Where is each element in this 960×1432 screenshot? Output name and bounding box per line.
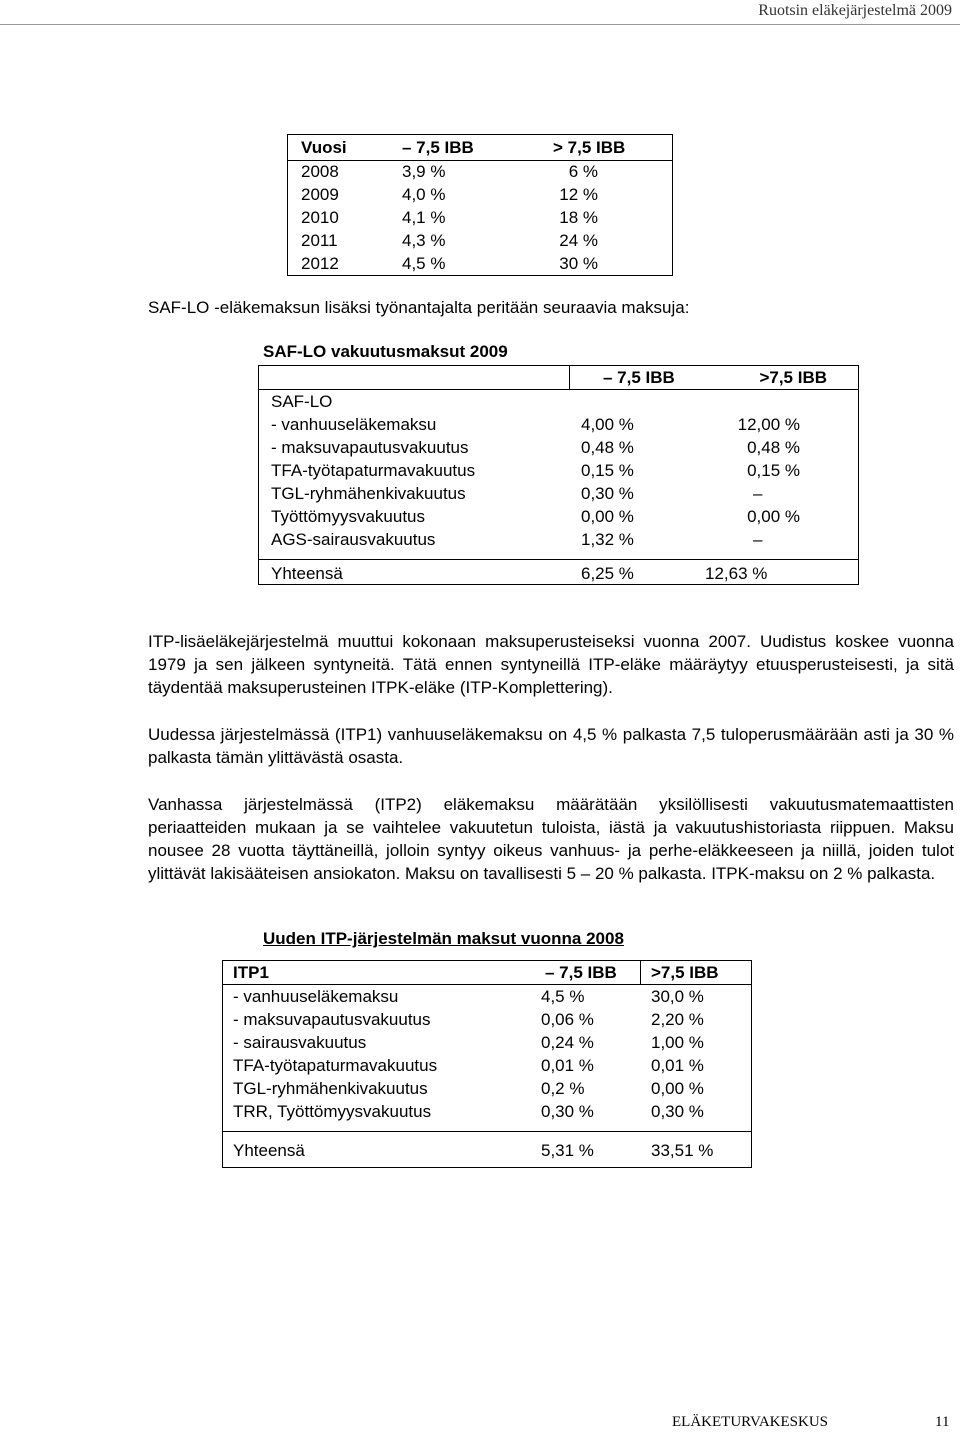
table-header-row <box>288 138 672 161</box>
cell-label: - maksuvapautusvakuutus <box>271 438 469 457</box>
paragraph-itp2: Vanhassa järjestelmässä (ITP2) eläkemaksu määrätään yksilöllisesti vakuutusmatemaattisten periaatteiden mukaan ja se vaihtelee vakuutetun tuloista, iästä ja vakuutushistoriasta riippuen. Maksu nousee 28 vuotta täyttäneillä, jolloin syntyy oikeus vanhuus- ja perhe-eläkkeeseen ja niillä, joiden tulot ylittävät lakisääteisen ansiokaton. Maksu on tavallisesti 5 – 20 % palkasta. ITPK-maksu on 2 % palkasta. <box>148 795 954 883</box>
table-row <box>223 1033 751 1056</box>
cell-label: TFA-työtapaturmavakuutus <box>271 461 476 480</box>
table-row <box>223 1056 751 1079</box>
table-header-row <box>259 368 858 391</box>
cell-value: 4,5 % <box>402 254 446 273</box>
total-label: Yhteensä <box>233 1141 305 1160</box>
total-value: 33,51 % <box>651 1141 714 1160</box>
cell-year: 2011 <box>301 231 338 250</box>
divider <box>259 559 858 560</box>
cell-label: TGL-ryhmähenkivakuutus <box>233 1079 428 1098</box>
cell-value: 0,15 % <box>581 461 634 480</box>
cell-year: 2009 <box>301 185 339 204</box>
cell-value: 4,0 % <box>402 185 446 204</box>
table-row <box>259 415 858 438</box>
cell-value: 0,15 % <box>747 461 800 480</box>
header-rule <box>0 24 960 25</box>
cell-label: - sairausvakuutus <box>233 1033 367 1052</box>
paragraph-itp-reform: ITP-lisäeläkejärjestelmä muuttui kokonaan maksuperusteiseksi vuonna 2007. Uudistus koskee vuonna 1979 ja sen jälkeen syntyneitä. Tätä ennen syntyneillä ITP-eläke määräytyy etuusperusteisesti, ja sitä täydentää maksuperusteinen ITPK-eläke (ITP-Komplettering). <box>148 632 954 697</box>
table-row <box>223 1102 751 1125</box>
cell-value: 18 % <box>559 208 598 227</box>
cell-label: AGS-sairausvakuutus <box>271 530 436 549</box>
cell-value: 12,00 % <box>737 415 800 434</box>
header-below-limit: – 7,5 IBB <box>603 368 675 387</box>
header-below-limit: – 7,5 IBB <box>545 963 617 982</box>
cell-value: 0,24 % <box>541 1033 594 1052</box>
cell-value: – <box>753 530 763 549</box>
cell-value: 24 % <box>559 231 598 250</box>
header-itp1: ITP1 <box>233 963 269 982</box>
contribution-rate-table <box>287 134 673 276</box>
paragraph-itp1: Uudessa järjestelmässä (ITP1) vanhuuseläkemaksu on 4,5 % palkasta 7,5 tuloperusmäärään asti ja 30 % palkasta tämän ylittävästä osasta. <box>148 725 954 767</box>
table-row <box>259 484 858 507</box>
cell-value: 1,32 % <box>581 530 634 549</box>
cell-label: - vanhuuseläkemaksu <box>233 987 399 1006</box>
cell-value: 30,0 % <box>651 987 704 1006</box>
total-row <box>223 1141 751 1164</box>
cell-value: 6 % <box>568 162 598 181</box>
total-label: Yhteensä <box>271 564 343 583</box>
intro-line: SAF-LO -eläkemaksun lisäksi työnantajalta peritään seuraavia maksuja: <box>148 298 690 317</box>
cell-value: 4,5 % <box>541 987 585 1006</box>
table-row <box>223 987 751 1010</box>
cell-label: TGL-ryhmähenkivakuutus <box>271 484 466 503</box>
cell-value: 0,30 % <box>651 1102 704 1121</box>
table-row <box>259 461 858 484</box>
table-row <box>288 208 672 231</box>
cell-value: 0,00 % <box>747 507 800 526</box>
cell-value: 3,9 % <box>402 162 446 181</box>
table-row <box>259 530 858 553</box>
total-value: 5,31 % <box>541 1141 594 1160</box>
cell-year: 2010 <box>301 208 339 227</box>
cell-year: 2012 <box>301 254 339 273</box>
cell-year: 2008 <box>301 162 339 181</box>
table-title: SAF-LO vakuutusmaksut 2009 <box>263 342 508 361</box>
cell-value: 0,00 % <box>581 507 634 526</box>
section-label <box>259 392 858 415</box>
cell-value: 4,3 % <box>402 231 446 250</box>
cell-value: 0,00 % <box>651 1079 704 1098</box>
table-row <box>288 231 672 254</box>
cell-value: 0,48 % <box>747 438 800 457</box>
cell-value: 4,00 % <box>581 415 634 434</box>
table-row <box>288 185 672 208</box>
table-row <box>259 507 858 530</box>
table-row <box>259 438 858 461</box>
table-row <box>223 1079 751 1102</box>
footer-publisher: ELÄKETURVAKESKUS <box>672 1414 829 1430</box>
cell-value: 0,30 % <box>541 1102 594 1121</box>
cell-label: - vanhuuseläkemaksu <box>271 415 437 434</box>
cell-label: TRR, Työttömyysvakuutus <box>233 1102 432 1121</box>
divider <box>259 389 858 390</box>
running-header: Ruotsin eläkejärjestelmä 2009 <box>758 2 952 19</box>
total-value: 6,25 % <box>581 564 634 583</box>
header-below-limit: – 7,5 IBB <box>402 138 474 157</box>
cell-value: 2,20 % <box>651 1010 704 1029</box>
cell-value: 0,48 % <box>581 438 634 457</box>
header-above-limit: >7,5 IBB <box>651 963 719 982</box>
total-value: 12,63 % <box>705 564 768 583</box>
cell-value: 4,1 % <box>402 208 446 227</box>
cell-value: 1,00 % <box>651 1033 704 1052</box>
divider <box>223 984 751 985</box>
cell-value: 0,01 % <box>541 1056 594 1075</box>
table-header-row <box>223 963 751 986</box>
cell-label: - maksuvapautusvakuutus <box>233 1010 431 1029</box>
cell-value: – <box>753 484 763 503</box>
page-number: 11 <box>935 1414 950 1430</box>
header-above-limit: >7,5 IBB <box>759 368 827 387</box>
cell-label: Työttömyysvakuutus <box>271 507 426 526</box>
cell-value: 12 % <box>559 185 598 204</box>
cell-value: 0,2 % <box>541 1079 585 1098</box>
cell-value: 0,30 % <box>581 484 634 503</box>
cell-value: 30 % <box>559 254 598 273</box>
table-row <box>288 162 672 185</box>
total-row <box>259 564 858 587</box>
table-title: Uuden ITP-järjestelmän maksut vuonna 2008 <box>263 929 624 948</box>
cell-value: 0,01 % <box>651 1056 704 1075</box>
divider <box>288 160 672 161</box>
header-above-limit: > 7,5 IBB <box>553 138 626 157</box>
saf-lo-insurance-table <box>258 365 859 585</box>
table-row <box>223 1010 751 1033</box>
itp1-contribution-table <box>222 960 752 1168</box>
cell-value: 0,06 % <box>541 1010 594 1029</box>
divider <box>223 1131 751 1132</box>
header-year: Vuosi <box>301 138 347 157</box>
table-row <box>288 254 672 277</box>
cell-label: TFA-työtapaturmavakuutus <box>233 1056 438 1075</box>
section-name: SAF-LO <box>271 392 333 411</box>
